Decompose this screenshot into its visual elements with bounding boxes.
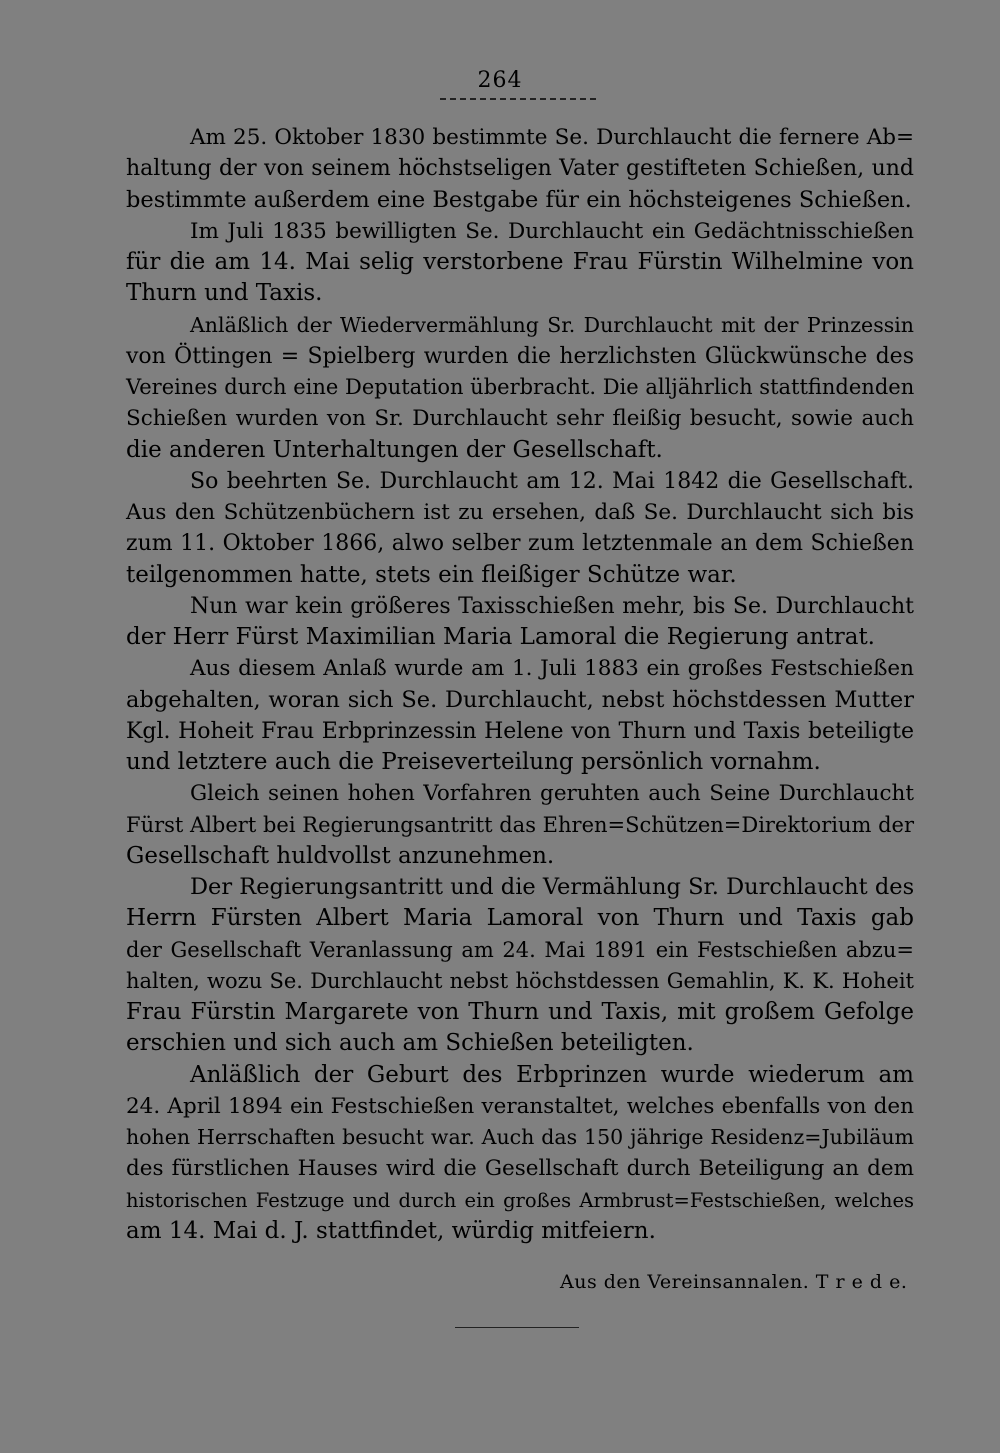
text-line: Gleich seinen hohen Vorfahren geruhten auch Seine Durchlaucht xyxy=(190,781,914,807)
text-line: der Herr Fürst Maximilian Maria Lamoral die Regierung antrat. xyxy=(126,624,875,650)
text-line: halten, wozu Se. Durchlaucht nebst höchstdessen Gemahlin, K. K. Hoheit xyxy=(126,968,914,993)
paragraph xyxy=(126,778,914,872)
text-line: abgehalten, woran sich Se. Durchlaucht, nebst höchstdessen Mutter xyxy=(126,686,914,713)
text-line: Gesellschaft huldvollst anzunehmen. xyxy=(126,842,555,869)
text-line: von Öttingen = Spielberg wurden die herzlichsten Glückwünsche des xyxy=(126,343,914,369)
text-line: am 14. Mai d. J. stattfindet, würdig mitfeiern. xyxy=(126,1217,656,1244)
text-line: des fürstlichen Hauses wird die Gesellschaft durch Beteiligung an dem xyxy=(126,1156,914,1182)
text-line: und letztere auch die Preiseverteilung persönlich vornahm. xyxy=(126,749,821,775)
paragraph xyxy=(126,122,914,216)
paragraph xyxy=(126,1060,914,1248)
paragraph xyxy=(126,216,914,310)
text-line: Vereines durch eine Deputation überbracht. Die alljährlich stattfindenden xyxy=(126,375,915,399)
text-line: hohen Herrschaften besucht war. Auch das 150 jährige Residenz=Jubiläum xyxy=(126,1125,914,1149)
text-line: Am 25. Oktober 1830 bestimmte Se. Durchlaucht die fernere Ab= xyxy=(190,125,914,150)
paragraph xyxy=(126,466,914,591)
text-line: der Gesellschaft Veranlassung am 24. Mai 1891 ein Festschießen abzu= xyxy=(126,937,914,962)
text-line: 24. April 1894 ein Festschießen veranstaltet, welches ebenfalls von den xyxy=(126,1093,914,1119)
paragraph xyxy=(126,653,914,778)
paragraph xyxy=(126,310,914,466)
text-line: Anläßlich der Wiedervermählung Sr. Durchlaucht mit der Prinzessin xyxy=(190,312,914,337)
text-line: erschien und sich auch am Schießen beteiligten. xyxy=(126,1030,694,1057)
source-signature: Aus den Vereinsannalen. T r e d e. xyxy=(560,1271,908,1293)
text-line: Kgl. Hoheit Frau Erbprinzessin Helene von Thurn und Taxis beteiligte xyxy=(126,718,914,744)
text-line: Herrn Fürsten Albert Maria Lamoral von Thurn und Taxis gab xyxy=(126,905,914,932)
text-line: Der Regierungsantritt und die Vermählung Sr. Durchlaucht des xyxy=(190,874,915,900)
text-line: Schießen wurden von Sr. Durchlaucht sehr fleißig besucht, sowie auch xyxy=(126,406,914,432)
paragraph xyxy=(126,872,914,1060)
text-line: Frau Fürstin Margarete von Thurn und Taxis, mit großem Gefolge xyxy=(126,999,914,1025)
text-line: teilgenommen hatte, stets ein fleißiger Schütze war. xyxy=(126,561,737,588)
body-text xyxy=(126,122,914,1247)
text-line: So beehrten Se. Durchlaucht am 12. Mai 1842 die Gesellschaft. xyxy=(190,468,914,494)
page-number: 264 xyxy=(477,68,523,93)
text-line: haltung der von seinem höchstseligen Vater gestifteten Schießen, und xyxy=(126,156,914,182)
end-divider xyxy=(455,1327,579,1328)
text-line: bestimmte außerdem eine Bestgabe für ein höchsteigenes Schießen. xyxy=(126,186,912,213)
text-line: Thurn und Taxis. xyxy=(126,280,323,307)
text-line: Anläßlich der Geburt des Erbprinzen wurde wiederum am xyxy=(190,1061,914,1088)
header-divider xyxy=(440,98,596,100)
text-line: historischen Festzuge und durch ein großes Armbrust=Festschießen, welches xyxy=(126,1188,914,1212)
text-line: Aus den Schützenbüchern ist zu ersehen, daß Se. Durchlaucht sich bis xyxy=(126,500,914,525)
text-line: zum 11. Oktober 1866, alwo selber zum letztenmale an dem Schießen xyxy=(126,531,914,557)
text-line: Nun war kein größeres Taxisschießen mehr, bis Se. Durchlaucht xyxy=(190,593,914,619)
text-line: für die am 14. Mai selig verstorbene Frau Fürstin Wilhelmine von xyxy=(126,249,914,275)
text-line: die anderen Unterhaltungen der Gesellschaft. xyxy=(126,436,663,463)
text-line: Im Juli 1835 bewilligten Se. Durchlaucht ein Gedächtnisschießen xyxy=(190,218,914,244)
text-line: Aus diesem Anlaß wurde am 1. Juli 1883 ein großes Festschießen xyxy=(190,656,914,682)
text-line: Fürst Albert bei Regierungsantritt das Ehren=Schützen=Direktorium der xyxy=(126,812,914,837)
paragraph xyxy=(126,591,914,654)
